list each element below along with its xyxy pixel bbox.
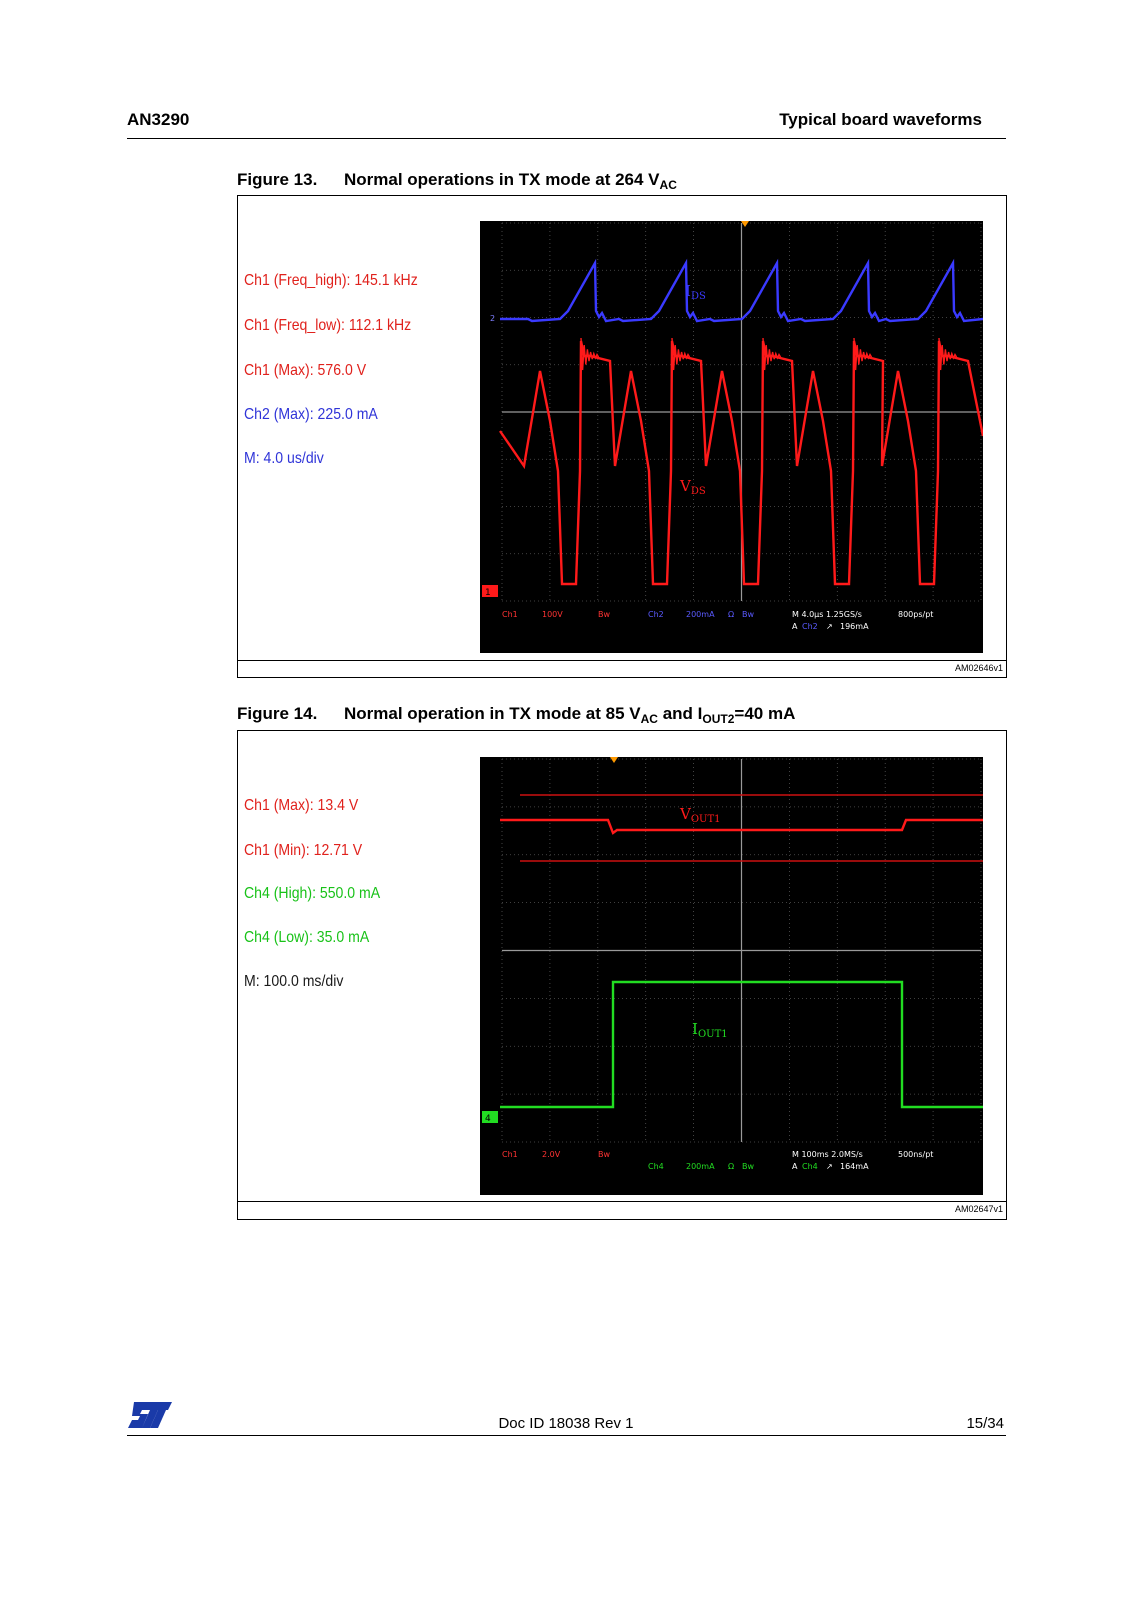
svg-text:200mA: 200mA — [686, 1162, 715, 1171]
figure-13-number: Figure 13. — [237, 170, 318, 189]
readout-freq-low: Ch1 (Freq_low): 112.1 kHz — [244, 317, 412, 334]
ringing-burst — [672, 338, 690, 370]
svg-text:Bw: Bw — [598, 1150, 611, 1159]
scope-grid — [502, 759, 981, 1142]
section-title: Typical board waveforms — [779, 110, 982, 129]
ringing-burst — [854, 338, 872, 370]
svg-text:A: A — [792, 1162, 798, 1171]
figure-14-box — [237, 730, 1007, 1220]
ringing-burst — [763, 338, 781, 370]
oscilloscope-screen-13 — [480, 221, 983, 653]
readout-ch4-high: Ch4 (High): 550.0 mA — [244, 885, 381, 902]
figure-14-caption — [237, 704, 795, 726]
readout-ch2-max: Ch2 (Max): 225.0 mA — [244, 406, 378, 423]
ringing-burst — [939, 338, 957, 370]
svg-text:Ch2: Ch2 — [648, 610, 664, 619]
svg-text:M 4.0µs 1.25GS/s: M 4.0µs 1.25GS/s — [792, 610, 862, 619]
svg-text:Ω: Ω — [728, 1162, 735, 1171]
svg-text:Bw: Bw — [598, 610, 611, 619]
ch2-ground-marker: 2 — [490, 314, 496, 323]
svg-text:Bw: Bw — [742, 1162, 755, 1171]
readout-ch1-min: Ch1 (Min): 12.71 V — [244, 842, 363, 859]
figure-14-title-sub-2: OUT2 — [702, 712, 735, 726]
svg-text:M 100ms 2.0MS/s: M 100ms 2.0MS/s — [792, 1150, 863, 1159]
svg-text:↗: ↗ — [826, 1162, 833, 1171]
readout-freq-high: Ch1 (Freq_high): 145.1 kHz — [244, 272, 418, 289]
svg-text:500ns/pt: 500ns/pt — [898, 1150, 934, 1159]
scope-status-bar — [502, 610, 933, 631]
readout-timebase: M: 4.0 us/div — [244, 450, 324, 467]
figure-14-title-mid: and I — [657, 704, 703, 723]
figure-14-title-end: =40 mA — [734, 704, 796, 723]
figure-13-id: AM02646v1 — [954, 663, 1003, 673]
figure-14-title: Normal operation in TX mode at 85 V — [344, 704, 641, 723]
svg-text:Ch1: Ch1 — [502, 610, 518, 619]
ch4-ground-marker: 4 — [485, 1114, 491, 1124]
svg-text:Ch2: Ch2 — [802, 622, 818, 631]
doc-code: AN3290 — [127, 110, 190, 129]
figure-14-title-sub-1: AC — [640, 712, 658, 726]
iout-label: $I_{OUT1}$ — [692, 1020, 728, 1040]
readout-timebase: M: 100.0 ms/div — [244, 973, 344, 990]
ch1-ground-marker: 1 — [485, 588, 491, 598]
vout-label: $V_{OUT1}$ — [680, 805, 721, 825]
svg-text:196mA: 196mA — [840, 622, 869, 631]
figure-13-caption — [237, 170, 677, 192]
svg-text:↗: ↗ — [826, 622, 833, 631]
svg-text:Ch4: Ch4 — [802, 1162, 818, 1171]
svg-text:164mA: 164mA — [840, 1162, 869, 1171]
svg-text:2.0V: 2.0V — [542, 1150, 561, 1159]
svg-text:200mA: 200mA — [686, 610, 715, 619]
footer-rule — [127, 1435, 1006, 1436]
svg-text:Ch1: Ch1 — [502, 1150, 518, 1159]
figure-14-id: AM02647v1 — [954, 1204, 1003, 1214]
vds-label: $V_{DS}$ — [680, 477, 706, 497]
readout-ch1-max: Ch1 (Max): 576.0 V — [244, 362, 367, 379]
figure-13-inner-rule — [238, 660, 1006, 661]
figure-13-box — [237, 195, 1007, 678]
svg-text:800ps/pt: 800ps/pt — [898, 610, 934, 619]
footer-doc-id: Doc ID 18038 Rev 1 — [498, 1415, 634, 1432]
svg-text:A: A — [792, 622, 798, 631]
ids-label: $I_{DS}$ — [685, 282, 706, 302]
readout-ch4-low: Ch4 (Low): 35.0 mA — [244, 929, 370, 946]
svg-text:Bw: Bw — [742, 610, 755, 619]
oscilloscope-screen-14 — [480, 757, 983, 1195]
svg-text:Ch4: Ch4 — [648, 1162, 664, 1171]
footer-page-number: 15/34 — [966, 1415, 1004, 1432]
figure-13-title-sub: AC — [659, 178, 677, 192]
scope-status-bar — [502, 1150, 933, 1171]
trigger-position-icon — [741, 221, 749, 227]
svg-text:100V: 100V — [542, 610, 563, 619]
figure-14-inner-rule — [238, 1201, 1006, 1202]
figure-13-title: Normal operations in TX mode at 264 V — [344, 170, 660, 189]
ringing-burst — [581, 338, 599, 370]
header-rule — [127, 138, 1006, 139]
readout-ch1-max: Ch1 (Max): 13.4 V — [244, 797, 359, 814]
figure-14-number: Figure 14. — [237, 704, 318, 723]
trigger-position-icon — [610, 757, 618, 763]
vds-ringing — [581, 338, 957, 370]
svg-text:Ω: Ω — [728, 610, 735, 619]
